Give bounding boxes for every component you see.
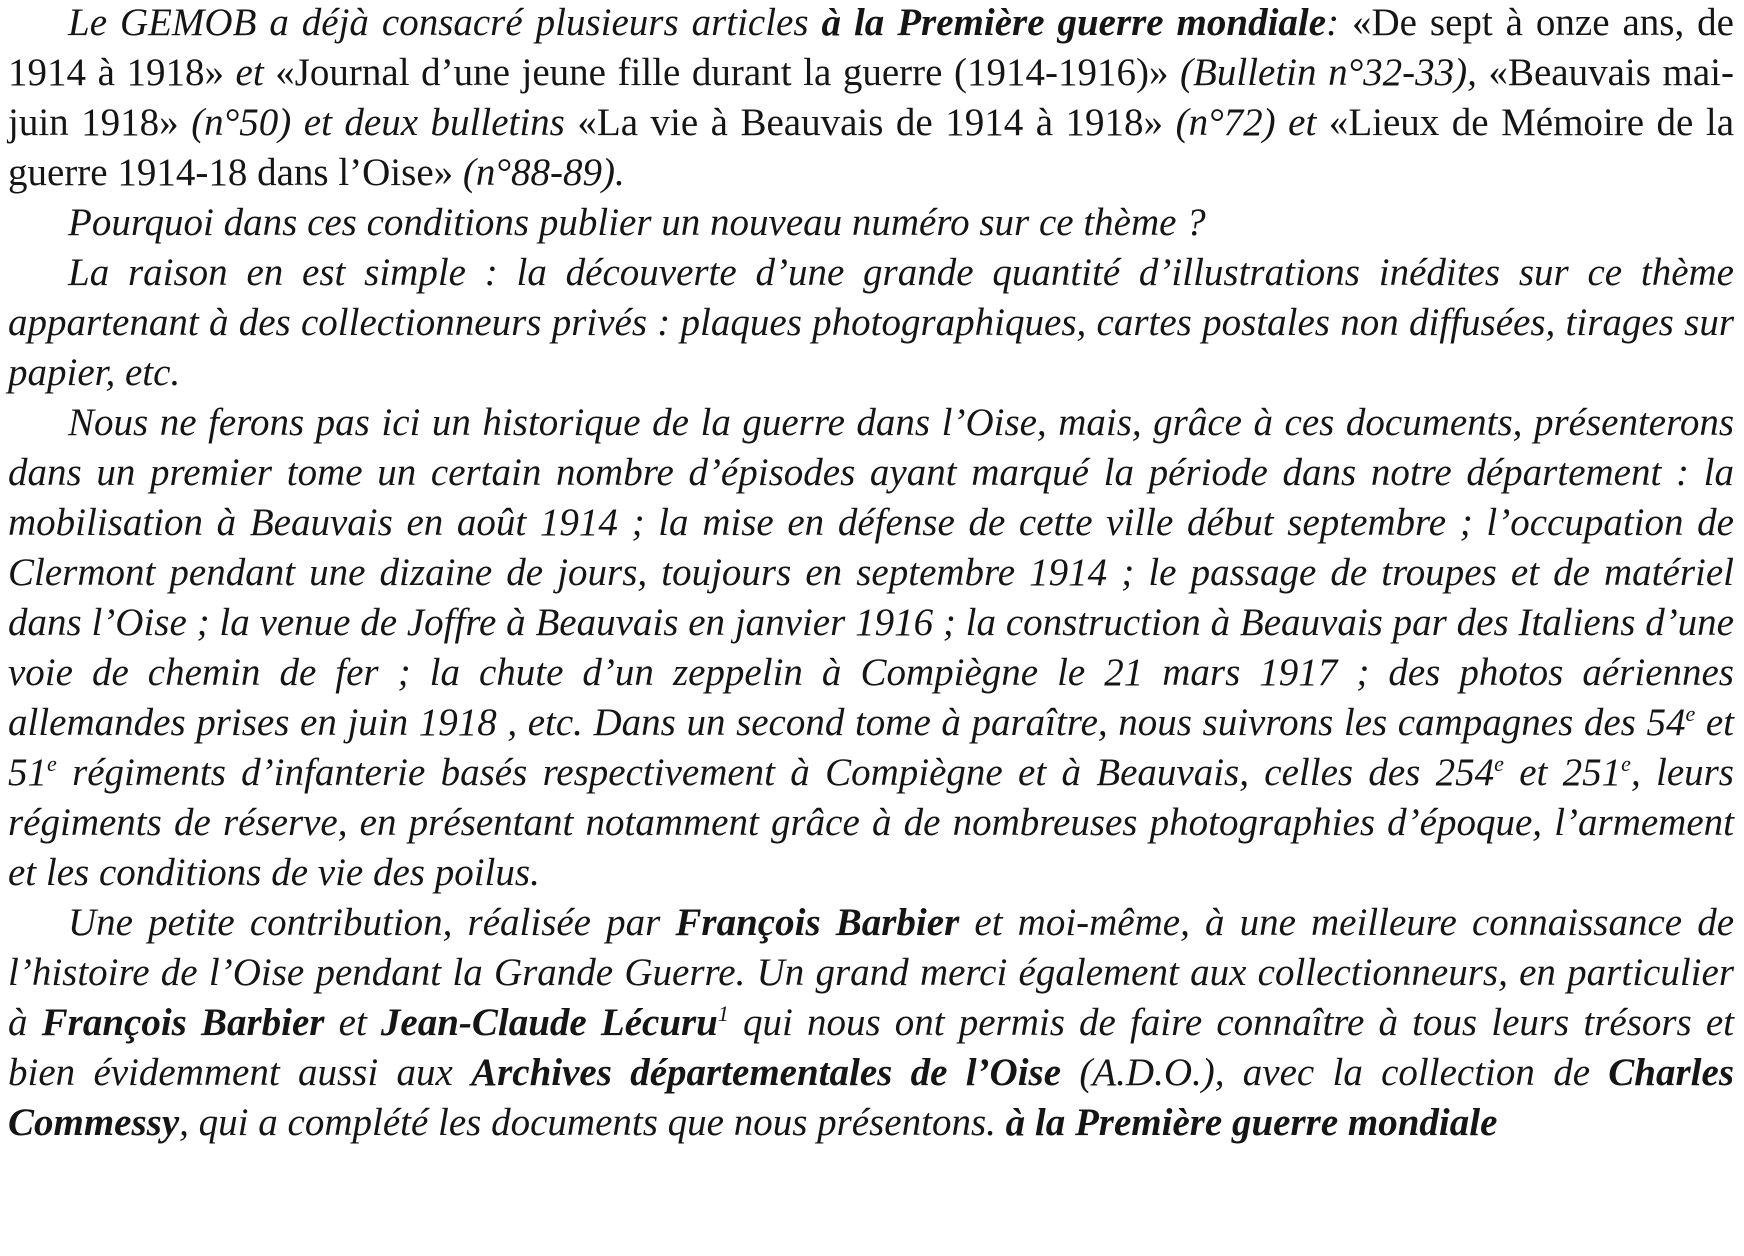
document-page	[8, 0, 1734, 1148]
superscript: e	[47, 751, 57, 776]
text-run: et 51	[8, 701, 1734, 794]
emphasis-text: Archives départementales de l’Oise	[471, 1051, 1062, 1094]
text-run: , qui a complété les documents que nous présentons.	[179, 1101, 1006, 1144]
text-run: (Bulletin n°32-33),	[1180, 51, 1489, 94]
superscript: e	[1685, 701, 1696, 726]
emphasis-text: à la Première guerre mondiale	[821, 1, 1327, 44]
text-run: La raison en est simple : la découverte d’une grande quantité d’illustrations inédites sur ce thème appartenant à des collectionneurs privés : plaques photographiques, cartes postales non diffusées, tirages sur papier, etc.	[8, 251, 1734, 394]
text-run: «La vie à Beauvais de 1914 à 1918»	[577, 101, 1176, 144]
text-run: et 251	[1503, 751, 1622, 794]
superscript: e	[1494, 751, 1504, 776]
emphasis-text: François Barbier	[41, 1001, 325, 1044]
emphasis-text: à la Première guerre mondiale	[1005, 1101, 1498, 1144]
text-run: Nous ne ferons pas ici un historique de la guerre dans l’Oise, mais, grâce à ces documents, présenterons dans un premier tome un certain nombre d’épisodes ayant marqué la période dans notre département : la mobilisation à Beauvais en août 1914 ; la mise en défense de cette ville début septembre ; l’occupation de Clermont pendant une dizaine de jours, toujours en septembre 1914 ; le passage de troupes et de matériel dans l’Oise ; la venue de Joffre à Beauvais en janvier 1916 ; la construction à Beauvais par des Italiens d’une voie de chemin de fer ; la chute d’un zeppelin à Compiègne le 21 mars 1917 ; des photos aériennes allemandes prises en juin 1918 , etc. Dans un second tome à paraître, nous suivrons les campagnes des 54	[8, 401, 1734, 744]
text-run: , leurs régiments de réserve, en présentant notamment grâce à de nombreuses photographies d’époque, l’armement et les conditions de vie des poilus.	[8, 751, 1734, 894]
text-run: (n°50) et deux bulletins	[191, 101, 578, 144]
text-run: «Journal d’une jeune fille durant la guerre (1914-1916)»	[275, 51, 1181, 94]
text-run: qui nous ont permis de faire connaître à tous leurs trésors et bien évidemment aussi aux	[8, 1001, 1734, 1094]
paragraph-acknowledgements	[8, 898, 1734, 1148]
text-run: et moi-même, à une meilleure connaissance de l’histoire de l’Oise pendant la Grande Guerre. Un grand merci également aux collectionneurs, en particulier à	[8, 901, 1735, 1044]
paragraph-question	[8, 198, 1734, 248]
superscript: e	[1621, 751, 1631, 776]
paragraph-intro	[8, 0, 1734, 198]
paragraph-reason	[8, 248, 1734, 398]
text-run: Pourquoi dans ces conditions publier un nouveau numéro sur ce thème ?	[68, 201, 1206, 244]
superscript: 1	[717, 1001, 729, 1026]
text-run: (n°88-89).	[462, 151, 625, 194]
text-run: «Beauvais mai-juin 1918»	[8, 51, 1734, 144]
emphasis-text: Charles Commessy	[8, 1051, 1734, 1144]
paragraph-contents	[8, 398, 1734, 898]
text-run: et	[235, 51, 276, 94]
text-run: (A.D.O.), avec la collection de	[1061, 1051, 1609, 1094]
text-run: «Lieux de Mémoire de la guerre 1914-18 dans l’Oise»	[8, 101, 1735, 194]
text-run: :	[1326, 1, 1352, 44]
text-run: et	[324, 1001, 381, 1044]
text-run: Le GEMOB a déjà consacré plusieurs articles	[68, 1, 822, 44]
emphasis-text: François Barbier	[675, 901, 960, 944]
emphasis-text: Jean-Claude Lécuru	[380, 1001, 718, 1044]
text-run: (n°72) et	[1175, 101, 1329, 144]
text-run: «De sept à onze ans, de 1914 à 1918»	[8, 1, 1734, 94]
text-run: régiments d’infanterie basés respectivement à Compiègne et à Beauvais, celles des 254	[56, 751, 1495, 794]
text-run: Une petite contribution, réalisée par	[68, 901, 676, 944]
